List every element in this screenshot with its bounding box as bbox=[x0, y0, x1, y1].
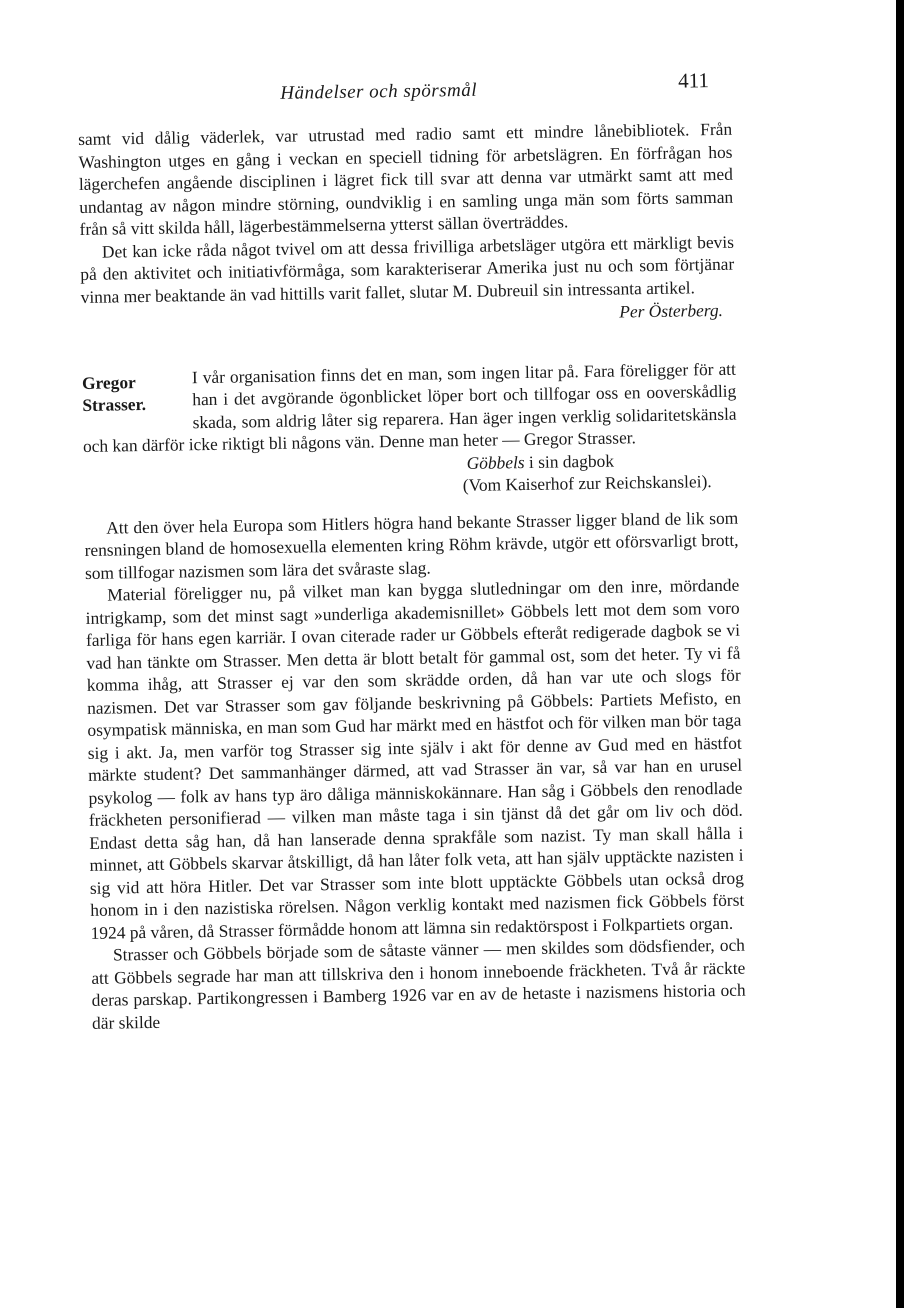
intro-paragraph: Det kan icke råda något tvivel om att dessa frivilliga arbetsläger utgöra ett märkligt bevis på den aktivitet och initiativförmåga, som karakteriserar Amerika just nu och som förtjänar vinna mer beaktande än vad hittills varit fallet, slutar M. Dubreuil sin intressanta artikel. bbox=[80, 231, 735, 307]
section-heading-line: Strasser. bbox=[82, 393, 147, 415]
epigraph-author: Göbbels bbox=[466, 451, 525, 473]
page-body bbox=[78, 118, 746, 1034]
body-paragraph: Att den över hela Europa som Hitlers högra hand bekante Strasser ligger bland de lik som rensningen bland de homosexuella elementen kring Röhm krävde, utgör ett oförsvarligt brott, som tillfogar nazismen som lära det svåraste slag. bbox=[84, 507, 739, 583]
running-title: Händelser och spörsmål bbox=[280, 79, 478, 104]
epigraph-citation: (Vom Kaiserhof zur Reichskanslei). bbox=[462, 471, 712, 495]
intro-paragraph: samt vid dålig väderlek, var utrustad med radio samt ett mindre lånebibliotek. Från Washington utges en gång i veckan en speciell tidning för arbetslägren. En förfrågan hos lägerchefen angående disciplinen i lägret fick till svar att denna var utmärkt samt att med undantag av någon mindre störning, oundviklig i en samling unga män som förts samman från så vitt skilda håll, lägerbestämmelserna ytterst sällan överträddes. bbox=[78, 118, 734, 239]
epigraph-quote: I vår organisation finns det en man, som ingen litar på. Fara föreligger för att han i det avgörande ögonblicket löper bort och tillfogar oss en ooverskådlig skada, som aldrig låter sig reparera. Han äger ingen verklig solidaritetskänsla och kan därför icke riktigt bli någons vän. Denne man heter — Gregor Strasser. bbox=[82, 358, 737, 456]
section-heading bbox=[82, 366, 191, 417]
scan-edge bbox=[896, 0, 904, 1308]
body-paragraph: Material föreligger nu, på vilket man kan bygga slutledningar om den inre, mördande intrigkamp, som det minst sagt »underliga akademisnillet» Göbbels lett mot dem som voro farliga för hans egen karriär. I ovan citerade rader ur Göbbels efteråt redigerade dagbok se vi vad han tänkte om Strasser. Men detta är blott betalt för gammal ost, som det heter. Ty vi få komma ihåg, att Strasser ej var den som skrädde orden, då han var ute och slogs för nazismen. Det var Strasser som gav följande beskrivning på Göbbels: Partiets Mefisto, en osympatisk människa, en man som Gud har märkt med en hästfot och för vilken man bör taga sig i akt. Ja, men varför tog Strasser sig inte själv i akt för denne av Gud med en hästfot märkte student? Det sammanhänger därmed, att vad Strasser än var, så var han en urusel psykolog — folk av hans typ äro dåliga människokännare. Han såg i Göbbels den renodlade fräckheten personifierad — vilken man måste taga i sin tjänst då det går om liv och död. Endast detta såg han, då han lanserade denna sprakfåle som nazist. Ty man skall hålla i minnet, att Göbbels skarvar åtskilligt, då han låter folk veta, att han själv upptäckte nazisten i sig vid att höra Hitler. Det var Strasser som inte blott upptäckte Göbbels utan också drog honom in i den nazistiska rörelsen. Någon verklig kontakt med nazismen fick Göbbels först 1924 på våren, då Strasser förmådde honom att lämna sin redaktörspost i Folkpartiets organ. bbox=[85, 574, 745, 943]
section-gregor-strasser bbox=[82, 357, 738, 502]
page-header bbox=[80, 64, 720, 110]
body-paragraph: Strasser och Göbbels började som de såtaste vänner — men skildes som dödsfiender, och att Göbbels segrade har man att tillskriva den i honom inneboende fräckheten. Två år räckte deras parskap. Partikongressen i Bamberg 1926 var en av de hetaste i nazismens historia och där skilde bbox=[91, 934, 746, 1033]
epigraph-source-text: i sin dagbok bbox=[524, 450, 615, 472]
author-signature: Per Österberg. bbox=[619, 299, 724, 322]
page-number: 411 bbox=[677, 68, 710, 93]
section-heading-line: Gregor bbox=[81, 371, 136, 393]
